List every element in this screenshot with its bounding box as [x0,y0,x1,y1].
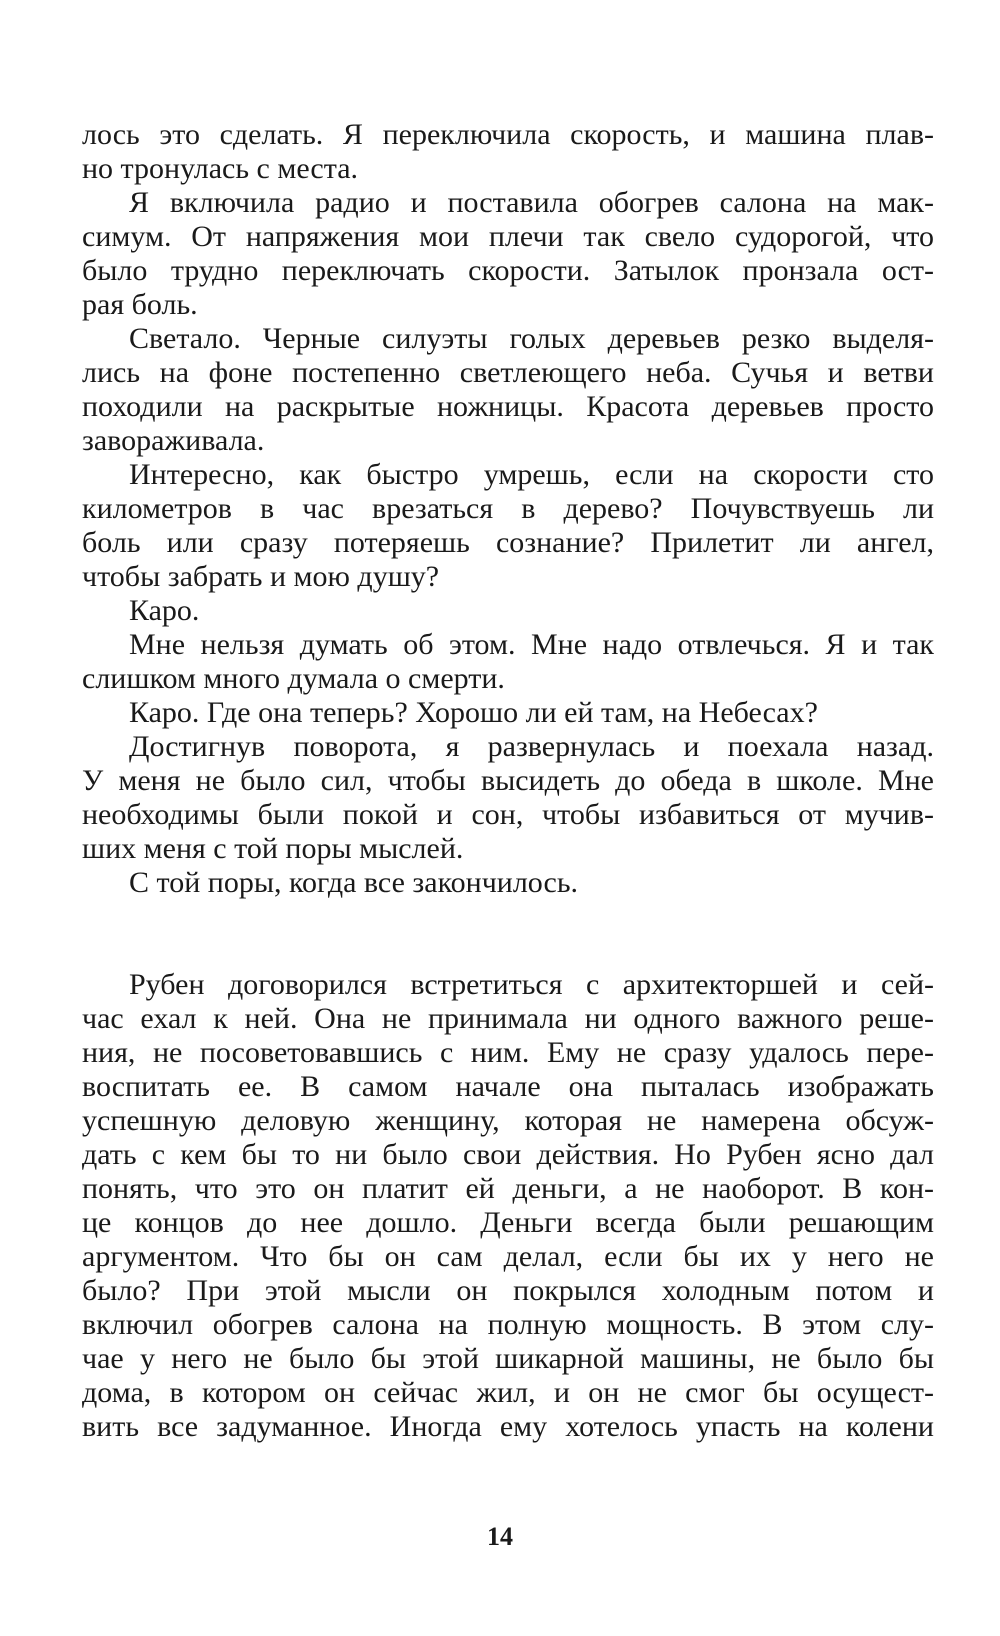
text-line: Рубен договорился встретиться с архитекторшей и сей- [129,968,934,1001]
text-line: было? При этой мысли он покрылся холодным потом и [82,1274,934,1307]
text-line: ших меня с той поры мыслей. [82,832,464,865]
text-line: понять, что это он платит ей деньги, а не наоборот. В кон- [82,1172,934,1205]
text-line: симум. От напряжения мои плечи так свело судорогой, что [82,220,934,253]
text-line: Достигнув поворота, я развернулась и поехала назад. [129,730,934,763]
text-line: включил обогрев салона на полную мощность. В этом слу- [82,1308,934,1341]
text-line: чае у него не было бы этой шикарной машины, не было бы [82,1342,934,1375]
text-line: успешную деловую женщину, которая не намерена обсуж- [82,1104,934,1137]
text-line: боль или сразу потеряешь сознание? Прилетит ли ангел, [82,526,934,559]
text-line: но тронулась с места. [82,152,359,185]
text-line: час ехал к ней. Она не принимала ни одного важного реше- [82,1002,934,1035]
text-line: необходимы были покой и сон, чтобы избавиться от мучив- [82,798,934,831]
text-line: рая боль. [82,288,198,321]
text-line: Я включила радио и поставила обогрев салона на мак- [129,186,934,219]
text-line: Интересно, как быстро умрешь, если на скорости сто [129,458,934,491]
text-line: воспитать ее. В самом начале она пыталась изображать [82,1070,934,1103]
text-line: С той поры, когда все закончилось. [129,866,579,899]
text-line: це концов до нее дошло. Деньги всегда были решающим [82,1206,934,1239]
text-line: походили на раскрытые ножницы. Красота деревьев просто [82,390,934,423]
text-line: Каро. [129,594,200,627]
page-number: 14 [487,1522,513,1551]
text-line: дома, в котором он сейчас жил, и он не смог бы осущест- [82,1376,934,1409]
text-line: аргументом. Что бы он сам делал, если бы их у него не [82,1240,934,1273]
text-line: Мне нельзя думать об этом. Мне надо отвлечься. Я и так [129,628,934,661]
text-section-first [82,118,934,900]
text-line: завораживала. [82,424,265,457]
text-line: Каро. Где она теперь? Хорошо ли ей там, на Небесах? [129,696,818,729]
text-line: лись на фоне постепенно светлеющего неба. Сучья и ветви [82,356,934,389]
text-line: ния, не посоветовавшись с ним. Ему не сразу удалось пере- [82,1036,934,1069]
text-line: Светало. Черные силуэты голых деревьев резко выделя- [129,322,934,355]
text-line: чтобы забрать и мою душу? [82,560,440,593]
text-line: слишком много думала о смерти. [82,662,505,695]
text-line: У меня не было сил, чтобы высидеть до обеда в школе. Мне [82,764,934,797]
text-line: километров в час врезаться в дерево? Почувствуешь ли [82,492,934,525]
section-break [82,900,934,968]
page-body-text [82,118,934,1444]
text-line: вить все задуманное. Иногда ему хотелось упасть на колени [82,1410,934,1443]
text-line: было трудно переключать скорости. Затылок пронзала ост- [82,254,934,287]
text-line: дать с кем бы то ни было свои действия. Но Рубен ясно дал [82,1138,934,1171]
text-line: лось это сделать. Я переключила скорость, и машина плав- [82,118,934,151]
text-section-second [82,968,934,1444]
